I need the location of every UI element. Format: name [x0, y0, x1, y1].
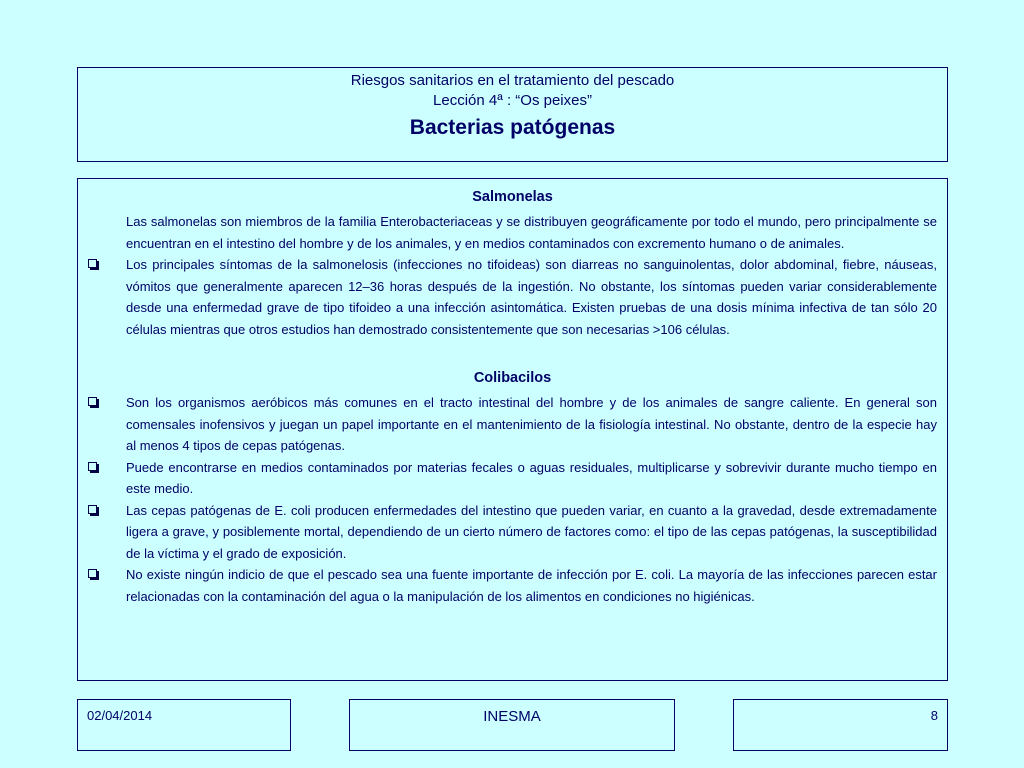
paragraph-text: Son los organismos aeróbicos más comunes en el tracto intestinal del hombre y de los animales de sangre caliente. En general son comensales inofensivos y juegan un papel importante en el mantenimiento de la fisiología intestinal. No obstante, dentro de la especie hay al menos 4 tipos de cepas patógenas.	[126, 395, 937, 453]
bullet-paragraph	[88, 500, 937, 565]
paragraph-text: Los principales síntomas de la salmonelosis (infecciones no tifoideas) son diarreas no sanguinolentas, dolor abdominal, fiebre, náuseas, vómitos que generalmente aparecen 12–36 horas después de la ingestión. No obstante, los síntomas pueden variar considerablemente desde una enfermedad grave de tipo tifoideo a una infección asintomática. Existen pruebas de una dosis mínima infectiva de tan sólo 20 células mientras que otros estudios han demostrado consistentemente que son necesarias >106 células.	[126, 257, 937, 337]
checkbox-bullet-icon	[88, 397, 97, 406]
bullet-paragraph	[88, 392, 937, 457]
lesson-title: Lección 4ª : “Os peixes”	[433, 92, 592, 109]
organization-text: INESMA	[483, 708, 541, 725]
section-title-colibacilos: Colibacilos	[473, 370, 552, 386]
checkbox-bullet-icon	[88, 462, 97, 471]
paragraph-text: Las salmonelas son miembros de la familia Enterobacteriaceas y se distribuyen geográficamente por todo el mundo, pero principalmente se encuentran en el intestino del hombre y de los animales, y en medios contaminados con excremento humano o de animales.	[126, 214, 937, 251]
paragraph-text: Las cepas patógenas de E. coli producen enfermedades del intestino que pueden variar, en cuanto a la gravedad, desde extremadamente ligera a grave, y posiblemente mortal, dependiendo de un cierto número de factores como: el tipo de las cepas patógenas, la susceptibilidad de la víctima y el grado de exposición.	[126, 502, 937, 561]
paragraph	[88, 211, 937, 254]
page-number-text: 8	[930, 708, 938, 723]
checkbox-bullet-icon	[88, 259, 97, 268]
bullet-paragraph	[88, 457, 937, 500]
checkbox-bullet-icon	[88, 505, 97, 514]
footer-organization	[349, 699, 675, 751]
section-title-salmonelas: Salmonelas	[472, 189, 553, 205]
date-text: 02/04/2014	[87, 708, 153, 723]
bullet-paragraph	[88, 254, 937, 340]
footer-date	[77, 699, 291, 751]
slide-title: Bacterias patógenas	[409, 116, 616, 139]
paragraph-text: No existe ningún indicio de que el pescado sea una fuente importante de infección por E. coli. La mayoría de las infecciones parecen estar relacionadas con la contaminación del agua o la manipulación de los alimentos en condiciones no higiénicas.	[126, 567, 937, 604]
course-title: Riesgos sanitarios en el tratamiento del pescado	[350, 72, 675, 89]
paragraph-text: Puede encontrarse en medios contaminados por materias fecales o aguas residuales, multiplicarse y sobrevivir durante mucho tiempo en este medio.	[126, 459, 937, 496]
bullet-paragraph	[88, 564, 937, 607]
checkbox-bullet-icon	[88, 569, 97, 578]
slide-header	[77, 67, 948, 162]
footer-page-number	[733, 699, 948, 751]
slide-content	[77, 178, 948, 681]
